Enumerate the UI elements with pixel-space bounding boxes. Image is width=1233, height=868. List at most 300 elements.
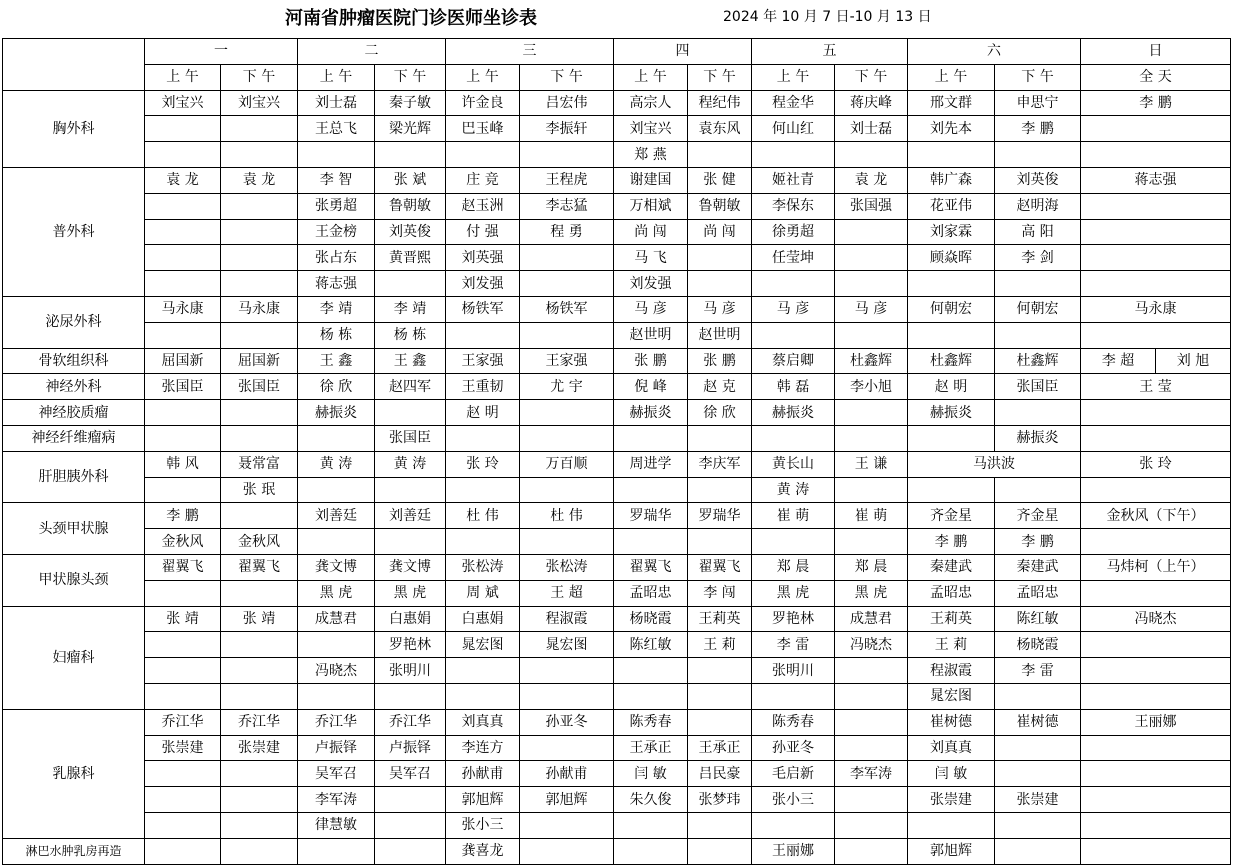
department-name: 普外科	[3, 167, 145, 296]
corner-cell	[3, 39, 145, 91]
schedule-cell: 李保东	[752, 193, 835, 219]
schedule-cell: 王丽娜	[752, 838, 835, 864]
schedule-cell: 吕宏伟	[520, 90, 614, 116]
schedule-cell	[1081, 219, 1231, 245]
schedule-cell: 王 鑫	[375, 348, 446, 374]
schedule-cell	[614, 425, 688, 451]
schedule-cell: 王莉英	[908, 606, 995, 632]
schedule-cell: 尤 宇	[520, 374, 614, 400]
schedule-cell: 张 斌	[375, 167, 446, 193]
doctor-name: 刘 旭	[1155, 349, 1230, 374]
schedule-cell: 马永康	[221, 296, 298, 322]
schedule-cell	[614, 683, 688, 709]
schedule-cell: 谢建国	[614, 167, 688, 193]
schedule-cell	[520, 683, 614, 709]
session-header-row	[3, 64, 1231, 90]
schedule-cell: 马 彦	[752, 296, 835, 322]
schedule-cell	[375, 477, 446, 503]
schedule-cell: 崔树德	[995, 709, 1081, 735]
table-row	[3, 245, 1231, 271]
schedule-cell	[446, 658, 520, 684]
schedule-cell: 陈红敏	[995, 606, 1081, 632]
schedule-cell: 张 玲	[446, 451, 520, 477]
schedule-cell: 庄 竞	[446, 167, 520, 193]
schedule-cell	[145, 761, 221, 787]
session-am: 上 午	[446, 64, 520, 90]
schedule-cell: 罗瑞华	[614, 503, 688, 529]
schedule-cell: 马 彦	[614, 296, 688, 322]
schedule-cell: 杜 伟	[520, 503, 614, 529]
schedule-cell	[1081, 632, 1231, 658]
schedule-cell: 尚 闯	[688, 219, 752, 245]
schedule-cell: 刘宝兴	[614, 116, 688, 142]
schedule-cell	[221, 787, 298, 813]
schedule-cell	[145, 425, 221, 451]
schedule-cell	[221, 425, 298, 451]
schedule-cell: 黑 虎	[298, 580, 375, 606]
schedule-cell	[752, 425, 835, 451]
schedule-cell: 高宗人	[614, 90, 688, 116]
split-cell	[1081, 349, 1230, 374]
schedule-cell: 冯晓杰	[1081, 606, 1231, 632]
schedule-cell	[520, 812, 614, 838]
schedule-cell: 孟昭忠	[614, 580, 688, 606]
table-row	[3, 271, 1231, 297]
schedule-cell	[1081, 245, 1231, 271]
schedule-cell: 张勇超	[298, 193, 375, 219]
schedule-cell	[145, 580, 221, 606]
schedule-cell: 张 健	[688, 167, 752, 193]
schedule-cell: 王重韧	[446, 374, 520, 400]
schedule-cell: 程纪伟	[688, 90, 752, 116]
schedule-cell: 刘宝兴	[221, 90, 298, 116]
department-name: 神经外科	[3, 374, 145, 400]
schedule-cell	[375, 271, 446, 297]
schedule-cell: 姬社青	[752, 167, 835, 193]
schedule-cell	[520, 322, 614, 348]
schedule-cell	[995, 271, 1081, 297]
table-row	[3, 219, 1231, 245]
schedule-cell: 何朝宏	[908, 296, 995, 322]
schedule-cell: 杨铁军	[520, 296, 614, 322]
schedule-cell: 吕民豪	[688, 761, 752, 787]
schedule-cell: 刘真真	[908, 735, 995, 761]
schedule-cell: 张国臣	[375, 425, 446, 451]
schedule-cell: 郑 晨	[752, 554, 835, 580]
schedule-cell: 马炜柯（上午）	[1081, 554, 1231, 580]
date-range: 2024 年 10 月 7 日-10 月 13 日	[723, 9, 932, 25]
schedule-cell: 罗艳林	[375, 632, 446, 658]
schedule-cell	[298, 425, 375, 451]
day-header: 六	[908, 39, 1081, 65]
schedule-cell	[145, 632, 221, 658]
schedule-cell: 冯晓杰	[298, 658, 375, 684]
schedule-cell: 程淑霞	[520, 606, 614, 632]
schedule-cell	[614, 658, 688, 684]
schedule-cell: 王丽娜	[1081, 709, 1231, 735]
schedule-cell: 王 超	[520, 580, 614, 606]
schedule-cell: 黑 虎	[835, 580, 908, 606]
schedule-cell	[375, 529, 446, 555]
schedule-table	[2, 38, 1231, 865]
schedule-cell	[145, 812, 221, 838]
schedule-cell	[1081, 477, 1231, 503]
schedule-cell: 刘英俊	[375, 219, 446, 245]
schedule-cell: 秦建武	[908, 554, 995, 580]
schedule-cell: 刘发强	[446, 271, 520, 297]
schedule-cell: 程金华	[752, 90, 835, 116]
schedule-cell: 律慧敏	[298, 812, 375, 838]
schedule-cell	[520, 142, 614, 168]
schedule-cell: 花亚伟	[908, 193, 995, 219]
schedule-cell: 鲁朝敏	[688, 193, 752, 219]
schedule-cell: 晁宏图	[908, 683, 995, 709]
schedule-cell: 杨铁军	[446, 296, 520, 322]
schedule-cell	[1081, 425, 1231, 451]
schedule-cell: 张 鹏	[614, 348, 688, 374]
schedule-cell: 孟昭忠	[908, 580, 995, 606]
schedule-cell: 孟昭忠	[995, 580, 1081, 606]
schedule-cell: 赫振炎	[908, 400, 995, 426]
schedule-cell: 王 莹	[1081, 374, 1231, 400]
schedule-cell: 郑 燕	[614, 142, 688, 168]
table-row	[3, 812, 1231, 838]
schedule-cell	[995, 400, 1081, 426]
schedule-cell: 程 勇	[520, 219, 614, 245]
schedule-cell	[145, 658, 221, 684]
schedule-cell: 袁东风	[688, 116, 752, 142]
schedule-cell	[835, 219, 908, 245]
schedule-cell: 张 鹏	[688, 348, 752, 374]
table-row	[3, 503, 1231, 529]
schedule-cell: 万相斌	[614, 193, 688, 219]
schedule-cell	[520, 838, 614, 864]
session-am: 上 午	[145, 64, 221, 90]
schedule-cell	[688, 838, 752, 864]
schedule-cell	[752, 271, 835, 297]
schedule-cell	[298, 632, 375, 658]
schedule-cell: 赫振炎	[298, 400, 375, 426]
schedule-cell	[375, 812, 446, 838]
schedule-cell	[221, 683, 298, 709]
schedule-cell	[446, 142, 520, 168]
schedule-cell: 张崇建	[145, 735, 221, 761]
schedule-cell: 张国强	[835, 193, 908, 219]
schedule-cell	[221, 271, 298, 297]
schedule-cell: 倪 峰	[614, 374, 688, 400]
department-name: 淋巴水肿乳房再造	[3, 838, 145, 864]
schedule-cell	[908, 477, 995, 503]
schedule-cell: 任莹坤	[752, 245, 835, 271]
schedule-cell	[688, 683, 752, 709]
schedule-cell: 王程虎	[520, 167, 614, 193]
schedule-cell: 马洪波	[908, 451, 1081, 477]
session-am: 上 午	[752, 64, 835, 90]
schedule-cell: 李 鹏	[995, 116, 1081, 142]
schedule-cell: 张松涛	[520, 554, 614, 580]
department-name: 肝胆胰外科	[3, 451, 145, 503]
table-row	[3, 683, 1231, 709]
schedule-cell: 王承正	[688, 735, 752, 761]
schedule-cell	[995, 812, 1081, 838]
schedule-cell	[835, 735, 908, 761]
schedule-cell	[835, 683, 908, 709]
schedule-cell: 张明川	[375, 658, 446, 684]
schedule-cell	[835, 142, 908, 168]
schedule-cell: 白惠娟	[375, 606, 446, 632]
schedule-cell	[446, 529, 520, 555]
table-row	[3, 90, 1231, 116]
schedule-cell: 赵世明	[614, 322, 688, 348]
schedule-cell: 赵明海	[995, 193, 1081, 219]
schedule-cell: 李 靖	[298, 296, 375, 322]
schedule-cell: 杨晓霞	[995, 632, 1081, 658]
schedule-cell: 马永康	[145, 296, 221, 322]
schedule-cell	[688, 477, 752, 503]
schedule-cell: 赫振炎	[995, 425, 1081, 451]
schedule-cell: 万百顺	[520, 451, 614, 477]
session-full: 全 天	[1081, 64, 1231, 90]
schedule-cell	[835, 245, 908, 271]
schedule-cell	[1081, 787, 1231, 813]
schedule-cell: 杨 栋	[375, 322, 446, 348]
schedule-cell: 王总飞	[298, 116, 375, 142]
schedule-cell: 赫振炎	[614, 400, 688, 426]
schedule-cell	[520, 400, 614, 426]
schedule-cell	[375, 787, 446, 813]
schedule-cell	[995, 761, 1081, 787]
schedule-cell	[221, 400, 298, 426]
schedule-cell	[688, 709, 752, 735]
schedule-cell: 鲁朝敏	[375, 193, 446, 219]
schedule-cell: 聂常富	[221, 451, 298, 477]
schedule-cell: 黑 虎	[375, 580, 446, 606]
schedule-cell	[752, 529, 835, 555]
schedule-cell: 赵 克	[688, 374, 752, 400]
table-row	[3, 658, 1231, 684]
day-header: 日	[1081, 39, 1231, 65]
schedule-cell: 黄长山	[752, 451, 835, 477]
schedule-cell: 孙献甫	[446, 761, 520, 787]
schedule-cell	[1081, 658, 1231, 684]
schedule-cell: 陈秀春	[614, 709, 688, 735]
schedule-cell: 何山红	[752, 116, 835, 142]
schedule-cell: 张梦玮	[688, 787, 752, 813]
schedule-cell: 张国臣	[995, 374, 1081, 400]
table-row	[3, 142, 1231, 168]
schedule-cell: 龚文博	[375, 554, 446, 580]
doctor-name: 李 超	[1101, 352, 1135, 369]
session-am: 上 午	[298, 64, 375, 90]
schedule-cell: 金秋风	[145, 529, 221, 555]
schedule-cell	[221, 580, 298, 606]
schedule-cell	[145, 219, 221, 245]
schedule-cell: 刘善廷	[375, 503, 446, 529]
schedule-cell: 李志猛	[520, 193, 614, 219]
schedule-cell	[221, 193, 298, 219]
schedule-cell	[1081, 580, 1231, 606]
schedule-cell: 杜 伟	[446, 503, 520, 529]
schedule-cell: 闫 敏	[614, 761, 688, 787]
schedule-cell: 陈秀春	[752, 709, 835, 735]
schedule-cell: 徐 欣	[688, 400, 752, 426]
schedule-cell: 程淑霞	[908, 658, 995, 684]
schedule-cell	[221, 503, 298, 529]
schedule-cell: 李 雷	[752, 632, 835, 658]
department-name: 神经胶质瘤	[3, 400, 145, 426]
schedule-cell: 成慧君	[835, 606, 908, 632]
schedule-cell: 黄 涛	[752, 477, 835, 503]
schedule-cell	[835, 658, 908, 684]
schedule-cell	[688, 245, 752, 271]
schedule-cell: 孙献甫	[520, 761, 614, 787]
schedule-cell	[835, 477, 908, 503]
schedule-cell: 赫振炎	[752, 400, 835, 426]
schedule-cell	[1081, 735, 1231, 761]
schedule-cell	[520, 271, 614, 297]
schedule-cell: 张 靖	[145, 606, 221, 632]
schedule-cell	[145, 245, 221, 271]
schedule-cell: 卢振铎	[298, 735, 375, 761]
schedule-cell: 李 雷	[995, 658, 1081, 684]
schedule-cell: 黄 涛	[375, 451, 446, 477]
schedule-cell: 金秋风	[221, 529, 298, 555]
schedule-cell: 郭旭辉	[446, 787, 520, 813]
schedule-cell	[221, 658, 298, 684]
schedule-cell: 罗艳林	[752, 606, 835, 632]
schedule-cell: 邢文群	[908, 90, 995, 116]
schedule-cell: 龚喜龙	[446, 838, 520, 864]
schedule-cell: 张 靖	[221, 606, 298, 632]
schedule-cell	[752, 142, 835, 168]
session-pm: 下 午	[688, 64, 752, 90]
schedule-cell: 王承正	[614, 735, 688, 761]
schedule-cell	[908, 271, 995, 297]
day-header-row	[3, 39, 1231, 65]
department-name: 胸外科	[3, 90, 145, 167]
session-pm: 下 午	[835, 64, 908, 90]
schedule-cell	[1081, 322, 1231, 348]
schedule-cell: 张占东	[298, 245, 375, 271]
schedule-cell	[1081, 529, 1231, 555]
schedule-cell	[446, 683, 520, 709]
schedule-cell	[614, 812, 688, 838]
table-row	[3, 606, 1231, 632]
table-row	[3, 838, 1231, 864]
schedule-cell: 刘英俊	[995, 167, 1081, 193]
schedule-cell	[835, 787, 908, 813]
schedule-cell: 冯晓杰	[835, 632, 908, 658]
schedule-cell	[1081, 116, 1231, 142]
schedule-cell: 张松涛	[446, 554, 520, 580]
schedule-cell: 赵玉洲	[446, 193, 520, 219]
schedule-cell: 张明川	[752, 658, 835, 684]
table-row	[3, 735, 1231, 761]
schedule-cell	[375, 400, 446, 426]
day-header: 一	[145, 39, 298, 65]
table-row	[3, 709, 1231, 735]
schedule-cell: 赵 明	[446, 400, 520, 426]
schedule-cell	[520, 245, 614, 271]
schedule-cell: 张国臣	[145, 374, 221, 400]
schedule-cell	[446, 477, 520, 503]
schedule-cell: 刘士磊	[298, 90, 375, 116]
schedule-cell	[520, 529, 614, 555]
schedule-cell	[446, 322, 520, 348]
schedule-cell: 李军涛	[835, 761, 908, 787]
department-name: 泌尿外科	[3, 296, 145, 348]
table-row	[3, 787, 1231, 813]
schedule-cell: 蒋志强	[1081, 167, 1231, 193]
session-pm: 下 午	[221, 64, 298, 90]
schedule-cell	[1081, 683, 1231, 709]
schedule-cell: 高 阳	[995, 219, 1081, 245]
schedule-cell: 周进学	[614, 451, 688, 477]
schedule-cell	[995, 322, 1081, 348]
schedule-cell	[995, 142, 1081, 168]
schedule-cell: 郭旭辉	[908, 838, 995, 864]
schedule-cell: 孙亚冬	[752, 735, 835, 761]
schedule-cell: 李 靖	[375, 296, 446, 322]
schedule-cell	[520, 658, 614, 684]
schedule-cell	[1081, 400, 1231, 426]
schedule-cell	[145, 322, 221, 348]
schedule-cell: 乔江华	[145, 709, 221, 735]
schedule-cell: 杨 栋	[298, 322, 375, 348]
schedule-cell	[221, 219, 298, 245]
schedule-cell: 袁 龙	[835, 167, 908, 193]
schedule-cell: 许金良	[446, 90, 520, 116]
schedule-cell	[298, 838, 375, 864]
schedule-cell	[298, 477, 375, 503]
schedule-cell: 孙亚冬	[520, 709, 614, 735]
schedule-cell	[221, 812, 298, 838]
schedule-cell: 杜鑫辉	[995, 348, 1081, 374]
schedule-cell	[520, 735, 614, 761]
schedule-cell: 屈国新	[145, 348, 221, 374]
session-am: 上 午	[614, 64, 688, 90]
schedule-cell: 齐金星	[995, 503, 1081, 529]
schedule-cell: 申思宁	[995, 90, 1081, 116]
schedule-cell	[1081, 193, 1231, 219]
schedule-cell: 乔江华	[221, 709, 298, 735]
table-row	[3, 580, 1231, 606]
schedule-cell	[995, 735, 1081, 761]
schedule-cell: 崔 萌	[835, 503, 908, 529]
schedule-cell: 李连方	[446, 735, 520, 761]
schedule-cell: 翟翼飞	[688, 554, 752, 580]
table-row	[3, 296, 1231, 322]
schedule-cell	[375, 142, 446, 168]
day-header: 四	[614, 39, 752, 65]
schedule-cell: 李军涛	[298, 787, 375, 813]
schedule-cell: 陈红敏	[614, 632, 688, 658]
table-row	[3, 477, 1231, 503]
schedule-cell: 杜鑫辉	[835, 348, 908, 374]
schedule-cell	[835, 400, 908, 426]
schedule-cell	[995, 838, 1081, 864]
schedule-cell: 赵世明	[688, 322, 752, 348]
page-title: 河南省肿瘤医院门诊医师坐诊表	[285, 8, 537, 29]
table-row	[3, 116, 1231, 142]
schedule-cell	[995, 683, 1081, 709]
schedule-cell: 刘英强	[446, 245, 520, 271]
schedule-cell: 尚 闯	[614, 219, 688, 245]
schedule-cell	[221, 322, 298, 348]
schedule-cell: 晁宏图	[446, 632, 520, 658]
schedule-cell: 徐 欣	[298, 374, 375, 400]
schedule-cell	[221, 245, 298, 271]
